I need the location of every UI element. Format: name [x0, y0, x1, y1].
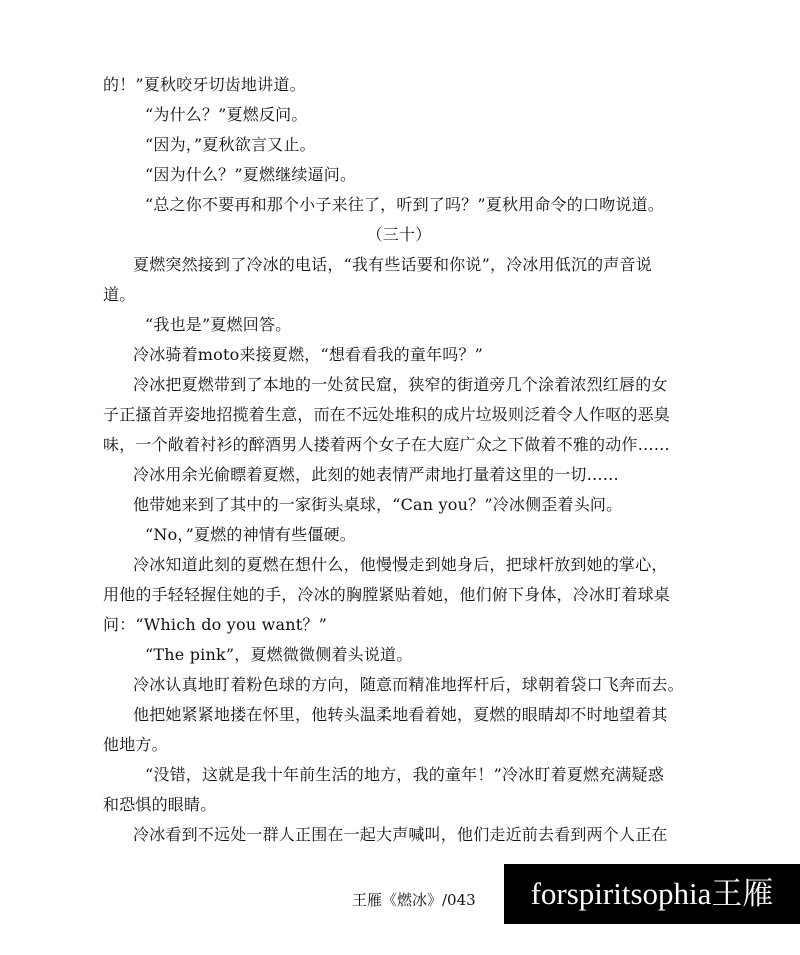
watermark: forspiritsophia王雁	[504, 864, 800, 924]
text-line: 冷冰知道此刻的夏燃在想什么，他慢慢走到她身后，把球杆放到她的掌心，	[133, 555, 668, 574]
text-line: 的！”夏秋咬牙切齿地讲道。	[103, 75, 306, 94]
text-line: 冷冰看到不远处一群人正围在一起大声喊叫，他们走近前去看到两个人正在	[133, 825, 668, 844]
text-line: 他把她紧紧地搂在怀里，他转头温柔地看着她，夏燃的眼睛却不时地望着其	[133, 705, 668, 724]
text-line: 冷冰认真地盯着粉色球的方向，随意而精准地挥杆后，球朝着袋口飞奔而去。	[133, 675, 684, 694]
text-line: “总之你不要再和那个小子来往了，听到了吗？”夏秋用命令的口吻说道。	[145, 195, 664, 214]
text-line: 味，一个敞着衬衫的醉酒男人搂着两个女子在大庭广众之下做着不雅的动作……	[103, 435, 671, 454]
text-line: 他地方。	[103, 735, 168, 754]
text-line: 夏燃突然接到了冷冰的电话，“我有些话要和你说”，冷冰用低沉的声音说	[133, 255, 652, 274]
text-line: 问：“Which do you want？”	[103, 615, 327, 634]
text-line: “为什么？”夏燃反问。	[145, 105, 308, 124]
chapter-heading: （三十）	[366, 225, 432, 244]
text-line: “因为什么？”夏燃继续逼问。	[145, 165, 357, 184]
text-line: 用他的手轻轻握住她的手，冷冰的胸膛紧贴着她，他们俯下身体，冷冰盯着球桌	[103, 585, 671, 604]
text-line: “The pink”，夏燃微微侧着头说道。	[145, 645, 413, 664]
text-line: 和恐惧的眼睛。	[103, 795, 217, 814]
text-line: 子正搔首弄姿地招揽着生意，而在不远处堆积的成片垃圾则泛着令人作呕的恶臭	[103, 405, 671, 424]
text-line: 冷冰骑着moto来接夏燃，“想看看我的童年吗？”	[133, 345, 484, 364]
text-line: “No，”夏燃的神情有些僵硬。	[145, 525, 356, 544]
body-text	[103, 70, 695, 850]
text-line: 他带她来到了其中的一家街头桌球，“Can you？”冷冰侧歪着头问。	[133, 495, 623, 514]
text-line: 冷冰用余光偷瞟着夏燃，此刻的她表情严肃地打量着这里的一切……	[133, 465, 620, 484]
text-line: 冷冰把夏燃带到了本地的一处贫民窟，狭窄的街道旁几个涂着浓烈红唇的女	[133, 375, 668, 394]
text-line: “没错，这就是我十年前生活的地方，我的童年！”冷冰盯着夏燃充满疑惑	[145, 765, 664, 784]
page-footer: 王雁《燃冰》/043	[352, 891, 476, 909]
text-line: 道。	[103, 285, 136, 304]
text-line: “我也是”夏燃回答。	[145, 315, 292, 334]
text-line: “因为，”夏秋欲言又止。	[145, 135, 316, 154]
